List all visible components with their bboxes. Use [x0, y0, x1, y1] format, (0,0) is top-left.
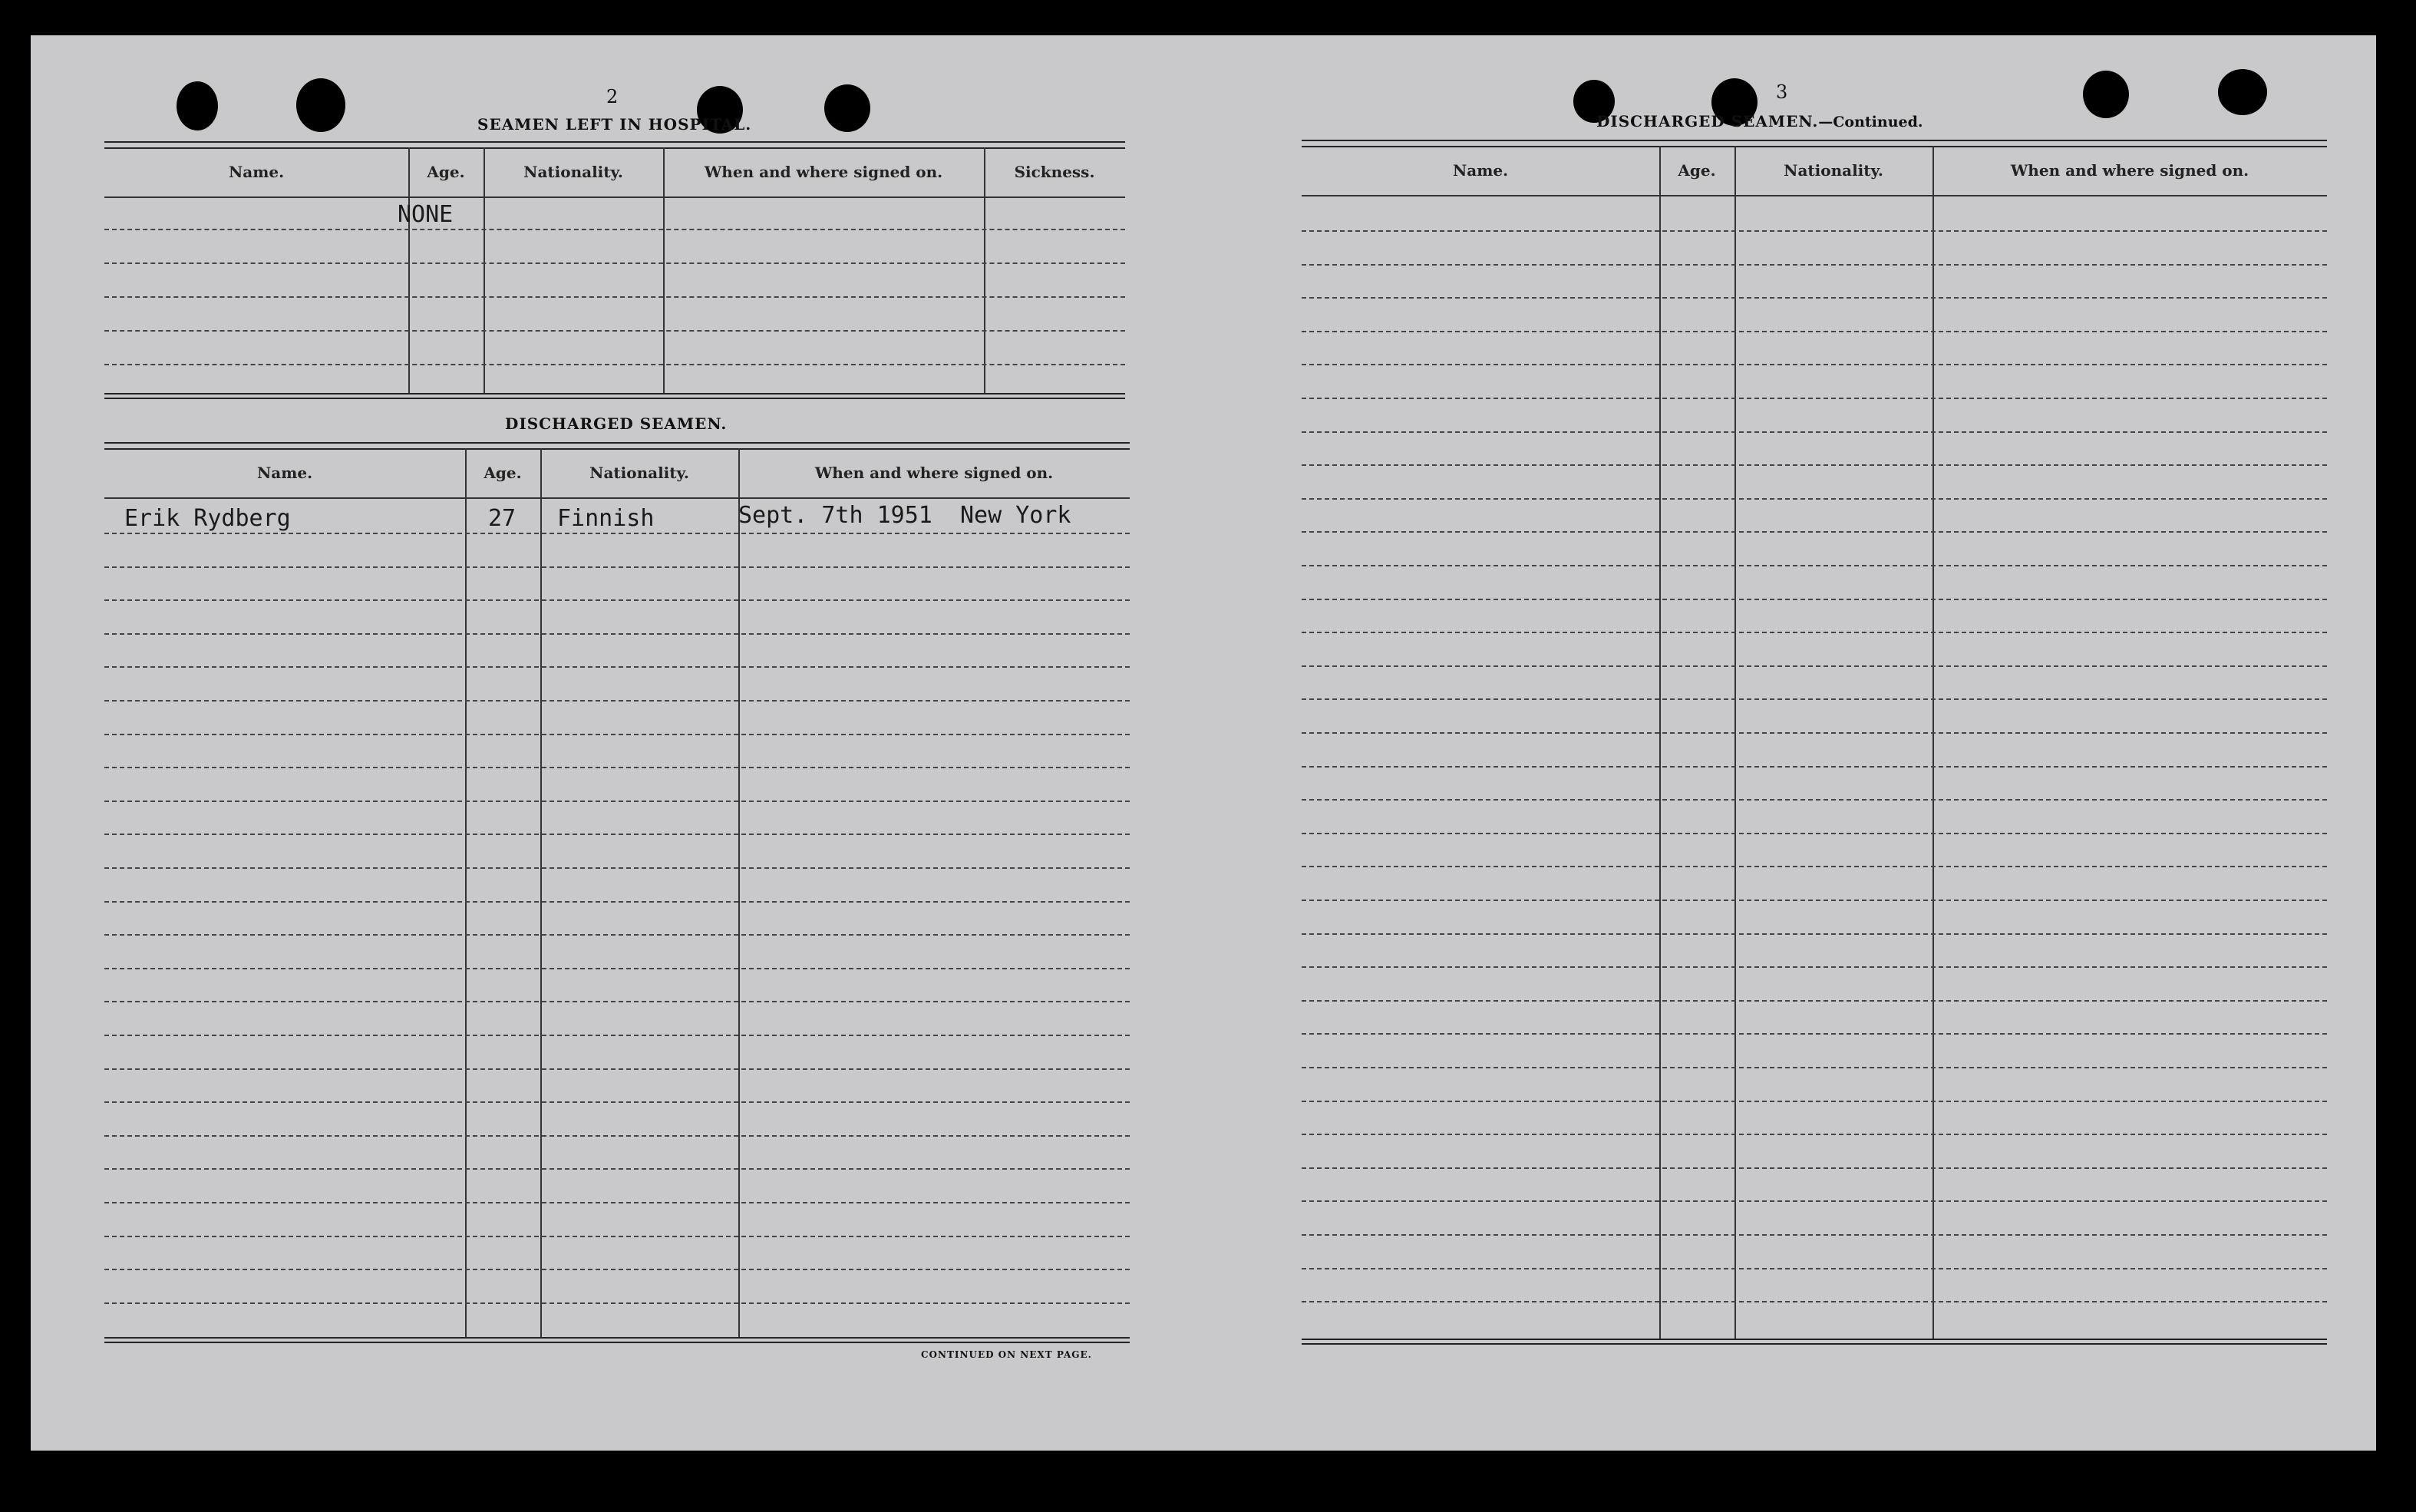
table-top-rule — [104, 442, 1130, 450]
column-divider — [738, 448, 740, 1339]
discharged-continued-heading — [1596, 112, 1923, 130]
table-row — [104, 934, 1130, 936]
table-top-rule — [1302, 140, 2327, 147]
table-row — [1302, 866, 2327, 867]
seaman-signed-on: Sept. 7th 1951 New York — [738, 502, 1071, 529]
hospital-heading: SEAMEN LEFT IN HOSPITAL. — [477, 115, 752, 134]
column-header: When and where signed on. — [704, 163, 943, 181]
table-row — [104, 767, 1130, 768]
table-row — [104, 330, 1125, 365]
table-row — [1302, 665, 2327, 667]
seaman-name: Erik Rydberg — [124, 505, 291, 532]
table-row — [1302, 565, 2327, 566]
table-row — [1302, 1301, 2327, 1302]
table-row — [1302, 498, 2327, 500]
table-row — [104, 801, 1130, 802]
column-divider — [540, 448, 542, 1339]
table-row — [1302, 966, 2327, 968]
table-row — [1302, 1234, 2327, 1236]
table-row — [1302, 632, 2327, 633]
table-row — [1302, 1000, 2327, 1002]
column-header: Nationality. — [523, 163, 623, 181]
column-header: Name. — [256, 464, 313, 482]
column-header: Age. — [427, 163, 465, 181]
seaman-age: 27 — [488, 505, 517, 532]
discharged-continued-table — [1302, 140, 2327, 1345]
table-row — [104, 633, 1130, 635]
table-row — [104, 599, 1130, 601]
ledger-paper — [31, 35, 2376, 1451]
table-row — [1302, 1033, 2327, 1035]
table-row — [104, 198, 1125, 230]
table-row — [104, 1001, 1130, 1002]
table-row — [104, 262, 1125, 298]
table-row — [104, 1101, 1130, 1103]
table-row — [104, 901, 1130, 903]
page-number: 3 — [1776, 81, 1788, 103]
table-row — [1302, 766, 2327, 768]
table-row — [104, 296, 1125, 332]
column-header: When and where signed on. — [2010, 161, 2249, 180]
table-row — [1302, 230, 2327, 232]
table-row — [104, 1236, 1130, 1237]
column-header: Name. — [228, 163, 285, 181]
table-row — [1302, 398, 2327, 399]
discharged-heading: DISCHARGED SEAMEN. — [505, 414, 728, 433]
table-row — [104, 566, 1130, 568]
table-row — [1302, 364, 2327, 365]
table-row — [104, 229, 1125, 264]
column-header: Sickness. — [1014, 163, 1095, 181]
column-header: Age. — [484, 464, 522, 482]
header-rule — [1302, 195, 2327, 196]
table-row — [1302, 531, 2327, 533]
table-row — [1302, 599, 2327, 600]
column-header: When and where signed on. — [814, 464, 1054, 482]
column-header: Age. — [1678, 161, 1716, 180]
table-row — [1302, 1134, 2327, 1135]
table-row — [1302, 799, 2327, 801]
column-header: Nationality. — [589, 464, 689, 482]
table-row — [1302, 1200, 2327, 1202]
table-row — [104, 533, 1130, 534]
heading-suffix: —Continued. — [1818, 114, 1923, 130]
column-divider — [1932, 146, 1934, 1340]
seaman-nationality: Finnish — [557, 505, 655, 532]
hospital-table — [104, 141, 1125, 441]
page-number: 2 — [606, 86, 619, 107]
table-row — [104, 1068, 1130, 1070]
table-row — [1302, 1101, 2327, 1102]
table-row — [1302, 900, 2327, 901]
table-row — [1302, 331, 2327, 332]
right-page — [1228, 35, 2376, 1451]
table-row — [1302, 732, 2327, 734]
table-row — [1302, 1167, 2327, 1169]
table-bottom-rule — [104, 393, 1125, 399]
table-row — [1302, 464, 2327, 466]
column-header: Nationality. — [1784, 161, 1883, 180]
table-row — [1302, 264, 2327, 266]
heading-text: DISCHARGED SEAMEN. — [1596, 112, 1819, 130]
continued-note: CONTINUED ON NEXT PAGE. — [921, 1349, 1092, 1360]
hospital-entry: NONE — [398, 201, 454, 228]
table-row — [1302, 933, 2327, 935]
table-row — [1302, 1067, 2327, 1068]
header-rule — [104, 497, 1130, 499]
table-row — [1302, 698, 2327, 700]
column-header: Name. — [1452, 161, 1509, 180]
table-row — [104, 1269, 1130, 1270]
table-bottom-rule — [104, 1337, 1130, 1343]
table-bottom-rule — [1302, 1339, 2327, 1345]
left-page — [31, 35, 1182, 1451]
table-row — [104, 1135, 1130, 1137]
table-row — [104, 867, 1130, 869]
table-row — [104, 1302, 1130, 1304]
table-top-rule — [104, 141, 1125, 149]
column-divider — [465, 448, 467, 1339]
table-row — [1302, 1268, 2327, 1269]
table-row — [1302, 833, 2327, 834]
table-row — [104, 968, 1130, 969]
discharged-table — [104, 442, 1130, 1386]
table-row — [104, 700, 1130, 702]
table-row — [104, 1035, 1130, 1036]
column-divider — [1659, 146, 1661, 1340]
column-divider — [1734, 146, 1736, 1340]
table-row — [104, 834, 1130, 835]
table-row — [104, 666, 1130, 668]
table-row — [104, 1168, 1130, 1170]
table-row — [104, 1202, 1130, 1203]
table-row — [1302, 431, 2327, 433]
table-row — [1302, 297, 2327, 299]
table-row — [104, 734, 1130, 735]
